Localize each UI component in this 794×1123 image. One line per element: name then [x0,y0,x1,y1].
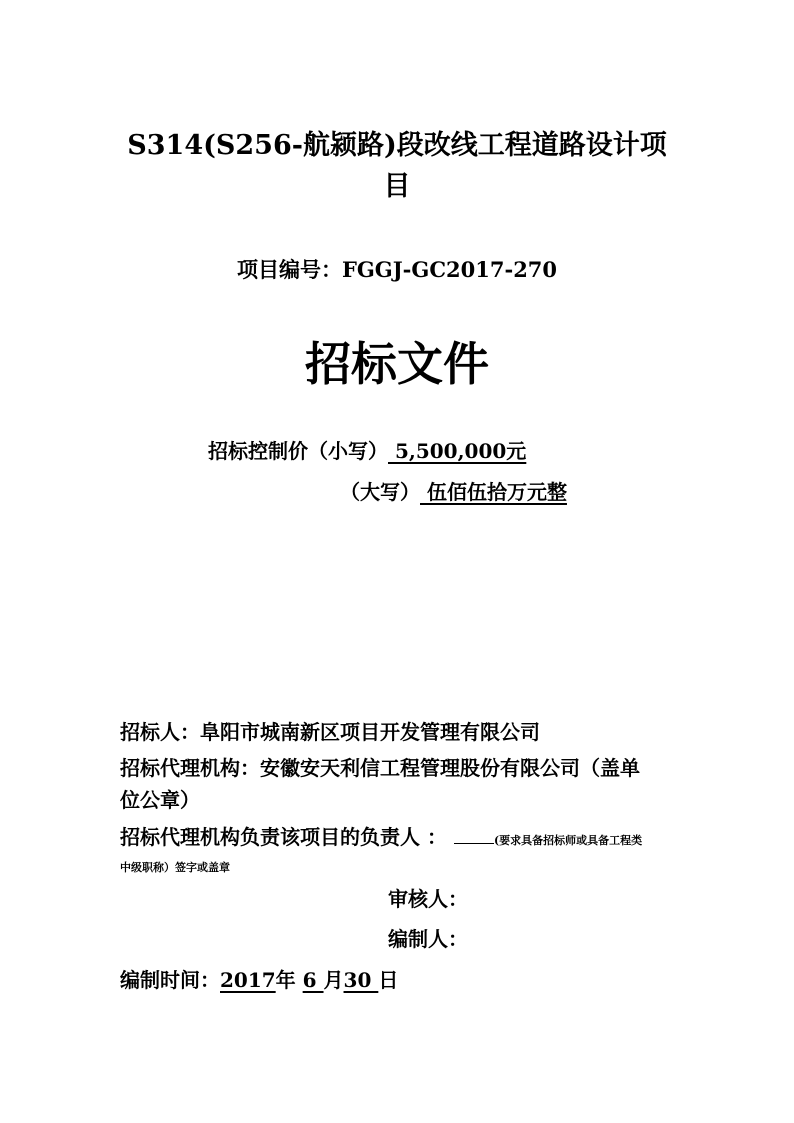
date-label: 编制时间： [120,968,220,992]
reviewer-label: 审核人： [388,887,468,911]
responsible-note-2: 中级职称）签字或盖章 [120,861,230,874]
project-number: 项目编号：FGGJ-GC2017-270 [236,257,558,282]
date-month: 6 [302,968,324,992]
responsible-note-1: (要求具备招标师或具备工程类 [493,834,643,847]
agency-line-2: 位公章） [120,788,200,812]
price-large-value: 伍佰伍拾万元整 [420,480,567,504]
document-type-heading: 招标文件 [305,337,489,391]
responsible-person-row [120,822,642,856]
price-large-row [340,477,567,507]
compiler-label: 编制人： [388,927,468,951]
title-line-2: 目 [383,171,411,202]
title-line-1: S314(S256-航颍路)段改线工程道路设计项 [127,130,667,161]
price-large-label: （大写） [340,480,420,504]
tenderer: 招标人：阜阳市城南新区项目开发管理有限公司 [120,720,540,744]
date-year-unit: 年 [275,968,303,992]
responsible-label: 招标代理机构负责该项目的负责人 ： [120,825,447,849]
price-small-label: 招标控制价（小写） [208,439,388,463]
date-month-unit: 月 [323,968,344,992]
date-year: 2017 [220,968,276,992]
signature-blank [454,831,494,844]
agency-line-1: 招标代理机构：安徽安天利信工程管理股份有限公司（盖单 [120,756,640,780]
date-day-unit: 日 [378,968,399,992]
price-small-value: 5,500,000元 [388,439,527,463]
price-small-row [208,436,526,466]
compile-date-row [120,965,398,995]
date-day: 30 [343,968,379,992]
